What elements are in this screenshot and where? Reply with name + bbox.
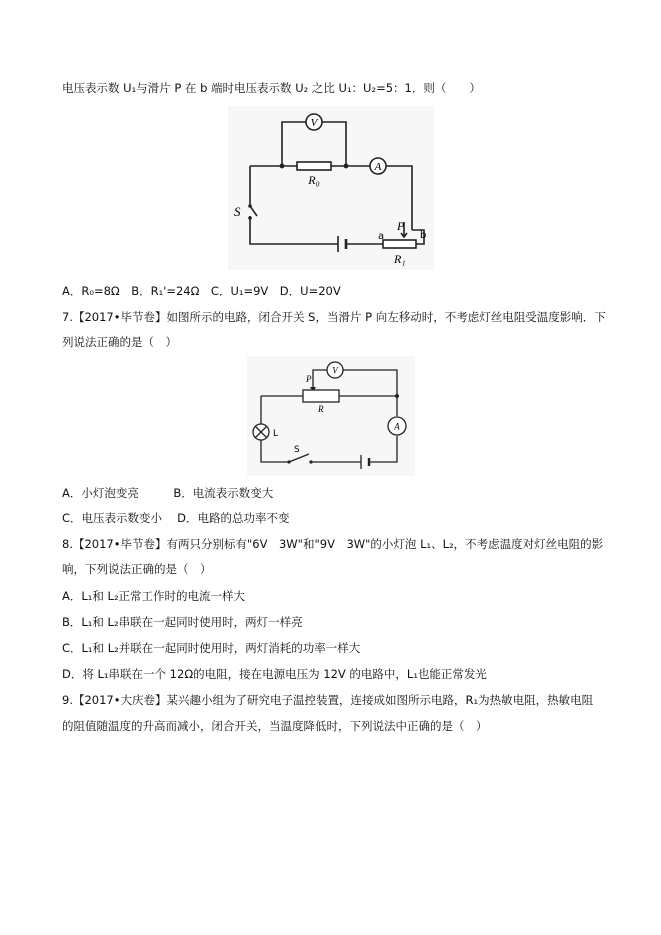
q6-options: A．R₀=8Ω B．R₁'=24Ω C．U₁=9V D．U=20V	[62, 284, 341, 298]
q8-option-b: B．L₁和 L₂串联在一起同时使用时，两灯一样亮	[62, 615, 303, 629]
switch-label: S	[234, 204, 241, 219]
resistor-r	[303, 390, 339, 402]
voltmeter-symbol-q7: V	[332, 365, 338, 376]
q7-stem-line1: 7.【2017•毕节卷】如图所示的电路，闭合开关 S，当滑片 P 向左移动时，不考虑灯丝电阻受温度影响．下	[62, 310, 606, 324]
circuit-figure-q6	[228, 106, 434, 270]
q7-option-line2: C．电压表示数变小 D．电路的总功率不变	[62, 511, 290, 525]
q9-stem-line1: 9.【2017•大庆卷】某兴趣小组为了研究电子温控装置，连接成如图所示电路，R₁为热敏电阻，热敏电阻	[62, 693, 594, 707]
q8-option-a: A．L₁和 L₂正常工作时的电流一样大	[62, 589, 246, 603]
q9-stem-line2: 的阻值随温度的升高而减小，闭合开关，当温度降低时，下列说法中正确的是（ ）	[62, 719, 488, 733]
resistor0-label: R₀	[308, 173, 320, 187]
rheostat-label: R₁	[394, 252, 406, 266]
q7-option-line1: A．小灯泡变亮 B．电流表示数变大	[62, 486, 274, 500]
intro-line: 电压表示数 U₁与滑片 P 在 b 端时电压表示数 U₂ 之比 U₁：U₂=5：1．则（ ）	[62, 81, 481, 95]
q7-stem-line2: 列说法正确的是（ ）	[62, 335, 177, 349]
ammeter-symbol: A	[374, 161, 382, 173]
q8-option-d: D．将 L₁串联在一个 12Ω的电阻，接在电源电压为 12V 的电路中，L₁也能正常发光	[62, 667, 487, 681]
voltmeter-symbol: V	[310, 117, 318, 129]
lamp-label: L	[273, 429, 279, 439]
q8-stem-line2: 响，下列说法正确的是（ ）	[62, 562, 212, 576]
q8-option-c: C．L₁和 L₂并联在一起同时使用时，两灯消耗的功率一样大	[62, 641, 361, 655]
rheostat-r1	[383, 240, 416, 248]
resistor-label-q7: R	[318, 404, 324, 414]
end-a-label: a	[378, 231, 385, 242]
slider-label-q7: P	[306, 374, 312, 384]
switch-label-q7: S	[294, 445, 300, 455]
slider-label: P	[397, 219, 405, 233]
ammeter-symbol-q7: A	[394, 421, 400, 432]
q8-stem-line1: 8.【2017•毕节卷】有两只分别标有"6V 3W"和"9V 3W"的小灯泡 L₁、L₂，不考虑温度对灯丝电阻的影	[62, 537, 604, 551]
end-b-label: b	[420, 230, 427, 241]
circuit-figure-q7	[247, 356, 415, 476]
resistor-r0	[297, 162, 331, 170]
